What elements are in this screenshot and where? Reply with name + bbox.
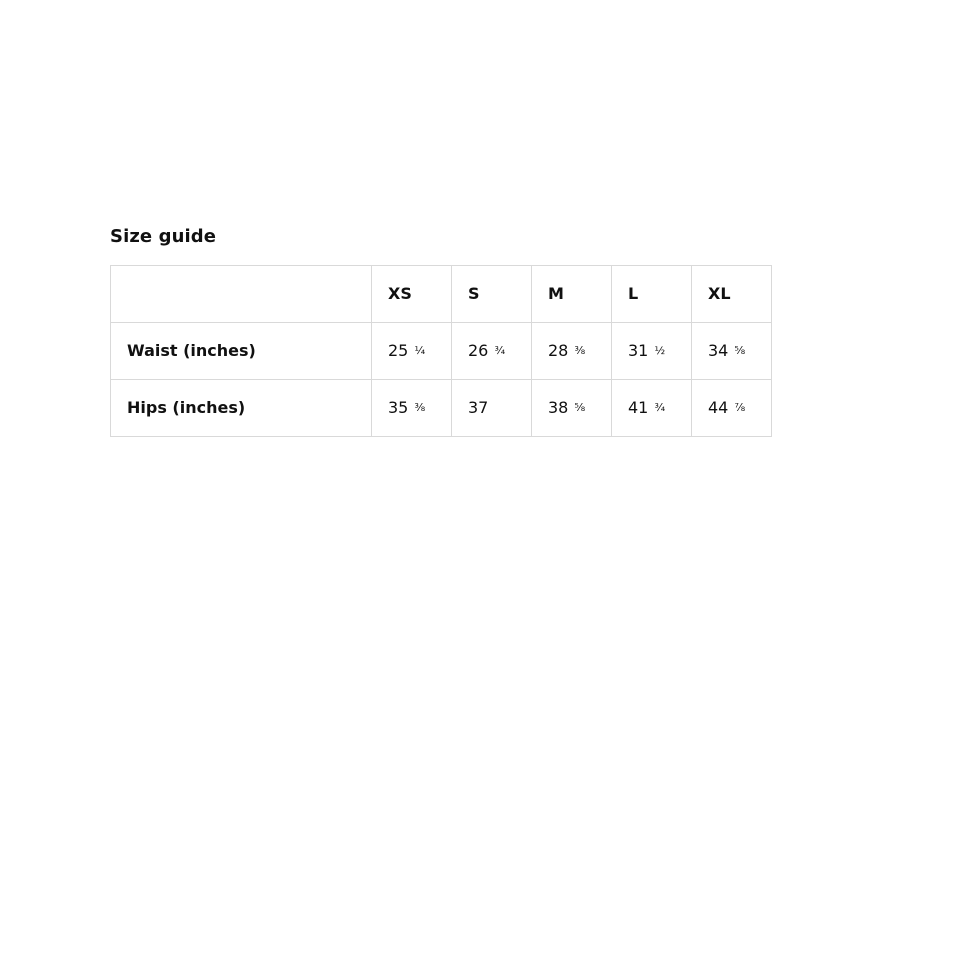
waist-xs-value: 25 ¼ <box>372 322 452 379</box>
hips-l-value: 41 ¾ <box>612 379 692 436</box>
waist-s-value: 26 ¾ <box>452 322 532 379</box>
hips-xl-value: 44 ⅞ <box>692 379 772 436</box>
column-header-blank <box>111 265 372 322</box>
column-header-xs: XS <box>372 265 452 322</box>
waist-xl-value: 34 ⅝ <box>692 322 772 379</box>
row-label-hips: Hips (inches) <box>111 379 372 436</box>
hips-xs-value: 35 ⅜ <box>372 379 452 436</box>
table-row <box>111 379 772 436</box>
waist-l-value: 31 ½ <box>612 322 692 379</box>
table-row <box>111 322 772 379</box>
column-header-xl: XL <box>692 265 772 322</box>
column-header-m: M <box>532 265 612 322</box>
row-label-waist: Waist (inches) <box>111 322 372 379</box>
column-header-l: L <box>612 265 692 322</box>
column-header-s: S <box>452 265 532 322</box>
waist-m-value: 28 ⅜ <box>532 322 612 379</box>
page-title: Size guide <box>110 226 217 247</box>
hips-m-value: 38 ⅝ <box>532 379 612 436</box>
hips-s-value: 37 <box>452 379 532 436</box>
size-guide-container <box>110 226 772 437</box>
table-header-row <box>111 265 772 322</box>
size-guide-table <box>110 265 772 437</box>
